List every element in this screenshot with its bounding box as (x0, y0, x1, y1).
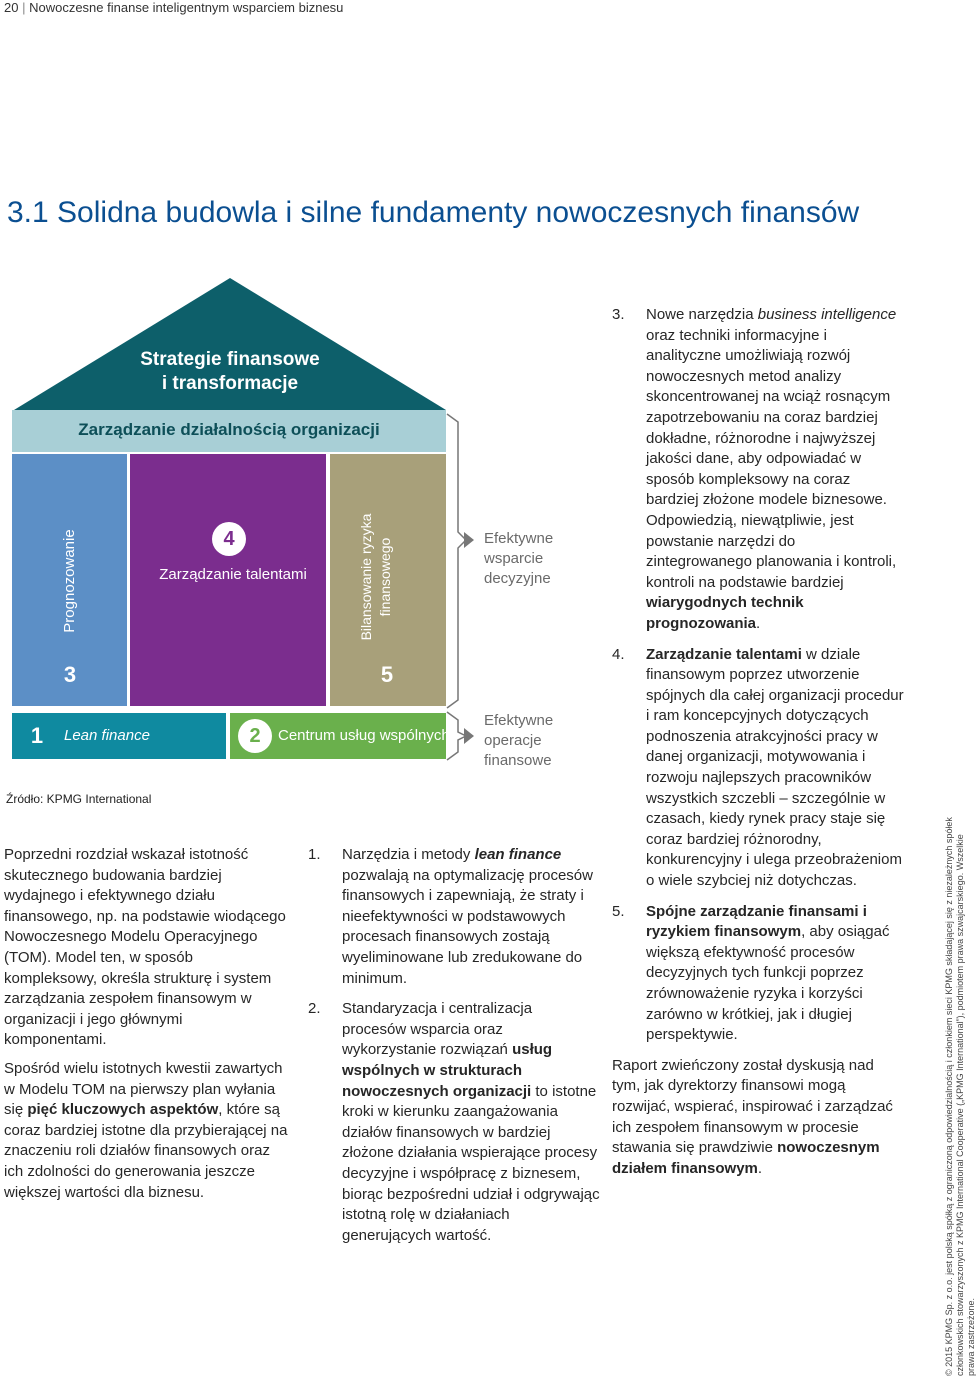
ryzyko-line-1: Bilansowanie ryzyka (358, 513, 374, 641)
list-item: 3. Nowe narzędzia business intelligence oraz techniki informacyjne i analityczne umożliwiają rozwój nowoczesnych metod analizy skoncentrowanej na wciąż rosnącym zapotrzebowaniu na coraz bardziej dokładne, różnorodne i najwyższej jakości dane, aby odpowiadać w sposób kompleksowy na coraz bardziej złożone modele biznesowe. Odpowiedzią, niewątpliwie, jest powstanie narzędzi do zintegrowanego planowania i kontroli, kontroli na podstawie bardziej wiarygodnych technik prognozowania. (612, 306, 897, 632)
list-item: 2. Standaryzacja i centralizacja procesów wsparcia oraz wykorzystanie rozwiązań usług wspólnych w strukturach nowoczesnych organizacji to istotne kroki w kierunku zaangażowania działów finansowych w bardziej złożone działania wspierające procesy decyzyjne i współpracę z biznesem, biorąc bezpośredni udział i odgrywając istotną rolę w działaniach generujących wartość. (308, 1000, 600, 1244)
side-label-line: operacje (484, 732, 542, 749)
copyright-note: © 2015 KPMG Sp. z o.o. jest polską spółką z ograniczoną odpowiedzialnością i członkiem sieci KPMG składającej się z niezależnych spółek członkowskich stowarzyszonych z KPMG International Cooperative („KPMG International”), podmiotem prawa szwajcarskiego. Wszelkie prawa zastrzeżone. (944, 817, 976, 1376)
side-label-operacje (484, 711, 553, 771)
header-title: Nowoczesne finanse inteligentnym wsparciem biznesu (29, 0, 344, 15)
side-label-line: finansowe (484, 752, 552, 769)
brace-bottom (447, 712, 466, 760)
roof-line-2: i transformacje (161, 373, 299, 394)
paragraph: Spośród wielu istotnych kwestii zawartych w Modelu TOM na pierwszy plan wyłania się pięć kluczowych aspektów, które są coraz bardziej istotne dla przybierającej na znaczeniu roli działów finansowych oraz ich zdolności do generowania jeszcze większej wartości dla biznesu. (4, 1059, 288, 1201)
column-3 (612, 305, 904, 1187)
lean-label: Lean finance (64, 727, 150, 744)
roof-label (100, 348, 360, 396)
list-item: 1. Narzędzia i metody lean finance pozwalają na optymalizację procesów finansowych i zapewniają, że straty i nieefektywności w podstawowych procesach finansowych zostają wyeliminowane lub zredukowane do minimum. (308, 846, 593, 987)
number-2: 2 (238, 719, 272, 753)
page-number: 20 (4, 0, 19, 15)
number-5: 5 (380, 662, 394, 687)
side-label-line: decyzyjne (484, 570, 551, 587)
number-1: 1 (30, 723, 44, 748)
roof-line-1: Strategie finansowe (140, 349, 320, 370)
talenty-label: Zarządzanie talentami (159, 566, 307, 583)
csw-label: Centrum usług wspólnych (278, 727, 450, 744)
band-label: Zarządzanie działalnością organizacji (78, 420, 380, 439)
paragraph: Poprzedni rozdział wskazał istotność skutecznego budowania bardziej wydajnego i efektywnego działu finansowego, np. na podstawie wiodącego Nowoczesnego Modelu Operacyjnego (TOM). Model ten, w sposób kompleksowy, określa strukturę i system zarządzania zespołem finansowym w organizacji i jego głównymi komponentami. (4, 846, 286, 1049)
section-title: 3.1 Solidna budowla i silne fundamenty nowoczesnych finansów (7, 196, 860, 229)
side-label-line: Efektywne (484, 530, 554, 547)
ryzyko-label (357, 497, 399, 657)
list-item: 4. Zarządzanie talentami w dziale finansowym poprzez utworzenie spójnych dla całej organizacji procedur i ram koncepcyjnych dotyczących podnoszenia atrakcyjności pracy w danej organizacji, motywowania i rozwoju najlepszych pracowników wszystkich szczebli – szczególnie w czasach, kiedy rynek pracy staje się coraz bardziej różnorodny, konkurencyjny i ulega przeobrażeniom o wiele szybciej niż dotychczas. (612, 645, 904, 890)
column-2 (308, 845, 600, 1256)
source-note: Źródło: KPMG International (6, 792, 152, 806)
brace-top (447, 414, 466, 708)
paragraph: Raport zwieńczony został dyskusją nad tym, jak dyrektorzy finansowi mogą rozwijać, wspierać, inspirować i zarządzać ich zespołem finansowym w procesie stawania się prawdziwie nowoczesnym działem finansowym. (612, 1056, 893, 1177)
side-label-decyzje (484, 529, 553, 589)
side-label-line: Efektywne (484, 712, 554, 729)
ryzyko-line-2: finansowego (377, 537, 393, 617)
page-header (4, 0, 343, 15)
arrow-bottom (464, 728, 474, 744)
number-3: 3 (63, 662, 77, 687)
prognozowanie-label: Prognozowanie (61, 529, 78, 633)
number-4: 4 (212, 522, 246, 556)
side-label-line: wsparcie (484, 550, 544, 567)
house-diagram (0, 270, 600, 790)
header-divider: | (22, 0, 30, 15)
arrow-top (464, 532, 474, 548)
column-1 (4, 845, 289, 1211)
list-item: 5. Spójne zarządzanie finansami i ryzykiem finansowym, aby osiągać większą efektywność procesów decyzyjnych tych funkcji poprzez zrównoważenie ryzyka i korzyści zarówno w krótkiej, jak i długiej perspektywie. (612, 902, 890, 1044)
